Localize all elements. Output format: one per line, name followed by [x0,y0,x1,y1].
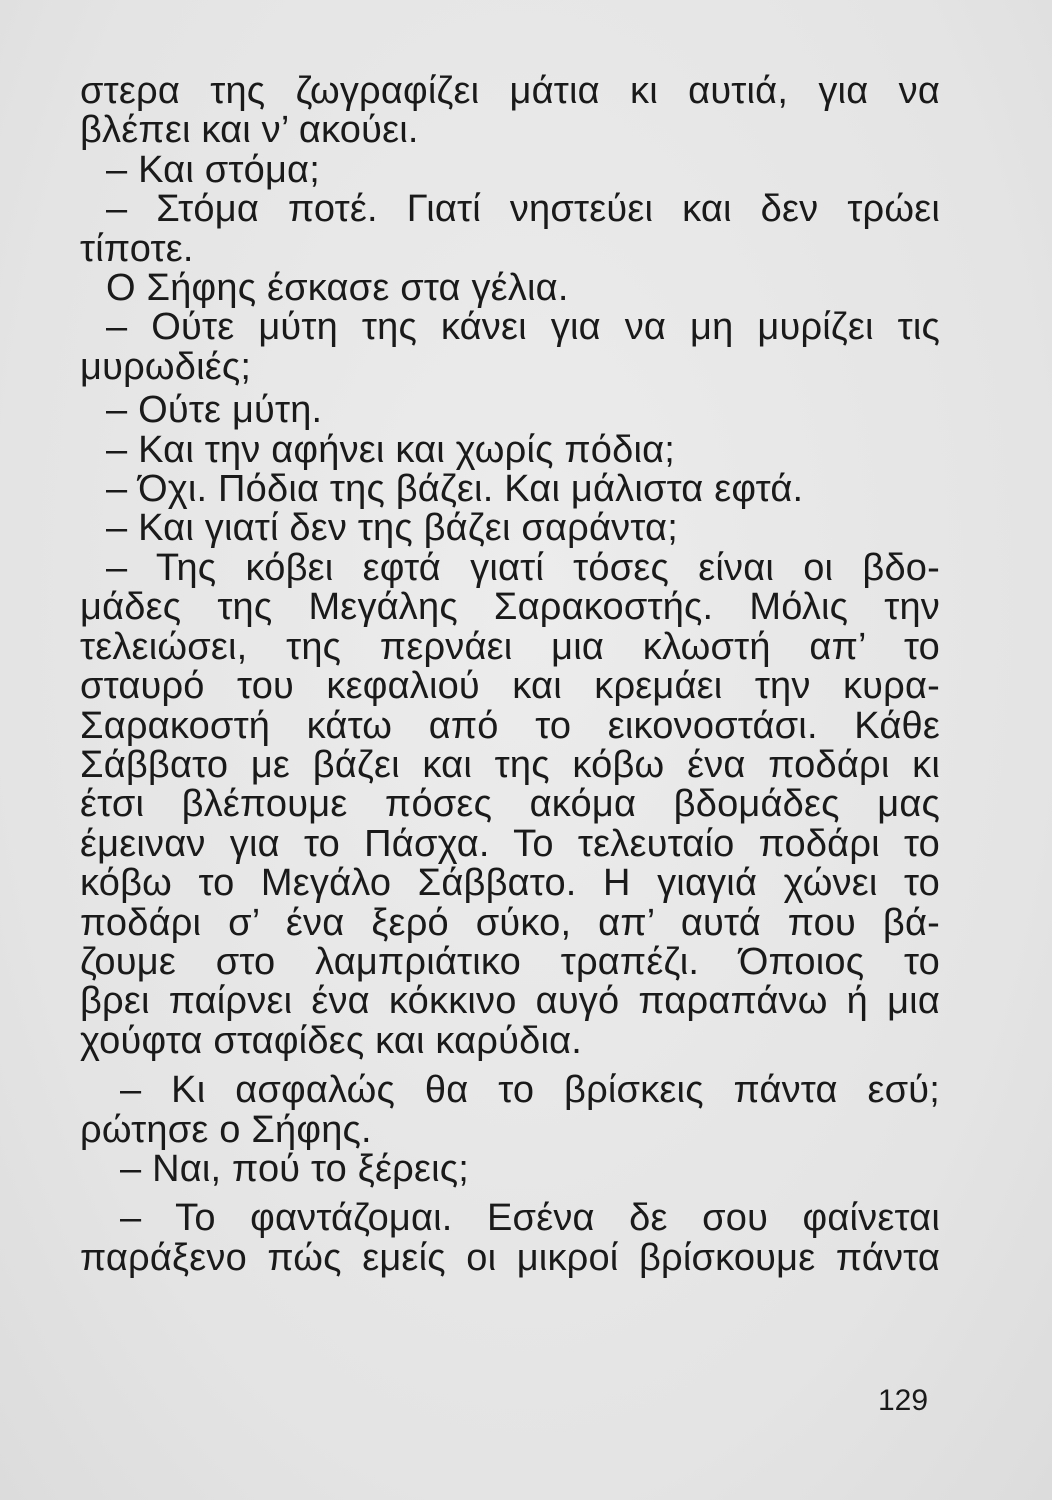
text-line: Σαρακοστή κάτω από το εικονοστάσι. Κάθε [80,704,940,747]
text-line: μάδες της Μεγάλης Σαρακοστής. Μόλις την [80,586,940,629]
text-line: μυρωδιές; [80,345,252,388]
text-line: παράξενο πώς εμείς οι μικροί βρίσκουμε πάντα [80,1236,940,1279]
dialogue-line: – Και την αφήνει και χωρίς πόδια; [106,428,676,471]
body-text [80,72,940,1278]
text-line: βλέπει και ν’ ακούει. [80,109,419,152]
text-line: Σάββατο με βάζει και της κόβω ένα ποδάρι κι [80,743,940,786]
text-line: έτσι βλέπουμε πόσες ακόμα βδομάδες μας [80,783,940,826]
dialogue-line: – Ναι, πού το ξέρεις; [120,1147,470,1190]
text-line: στερα της ζωγραφίζει μάτια κι αυτιά, για να [80,70,940,112]
dialogue-line: – Κι ασφαλώς θα το βρίσκεις πάντα εσύ; [120,1069,940,1112]
text-line: τελειώσει, της περνάει μια κλωστή απ’ το [80,625,940,668]
text-line: σταυρό του κεφαλιού και κρεμάει την κυρα- [80,665,940,708]
text-line: Ο Σήφης έσκασε στα γέλια. [106,267,569,310]
dialogue-line: – Ούτε μύτη. [106,389,323,432]
text-line: ζουμε στο λαμπριάτικο τραπέζι. Όποιος το [80,940,940,983]
dialogue-line: – Ούτε μύτη της κάνει για να μη μυρίζει τις [106,306,940,349]
dialogue-line: – Της κόβει εφτά γιατί τόσες είναι οι βδο- [106,546,940,589]
text-line: έμειναν για το Πάσχα. Το τελευταίο ποδάρι το [80,822,940,865]
text-line: ρώτησε ο Σήφης. [80,1108,372,1151]
dialogue-line: – Και στόμα; [106,148,320,191]
text-line: τίποτε. [80,227,194,270]
page-number: 129 [878,1384,929,1417]
text-line: βρει παίρνει ένα κόκκινο αυγό παραπάνω ή μια [80,980,940,1023]
dialogue-line: – Το φαντάζομαι. Εσένα δε σου φαίνεται [120,1197,940,1240]
text-line: ποδάρι σ’ ένα ξερό σύκο, απ’ αυτά που βά- [80,901,940,944]
dialogue-line: – Και γιατί δεν της βάζει σαράντα; [106,507,678,550]
text-line: χούφτα σταφίδες και καρύδια. [80,1019,583,1062]
text-line: κόβω το Μεγάλο Σάββατο. Η γιαγιά χώνει το [80,862,940,905]
dialogue-line: – Στόμα ποτέ. Γιατί νηστεύει και δεν τρώει [106,188,940,231]
dialogue-line: – Όχι. Πόδια της βάζει. Και μάλιστα εφτά. [106,468,804,511]
